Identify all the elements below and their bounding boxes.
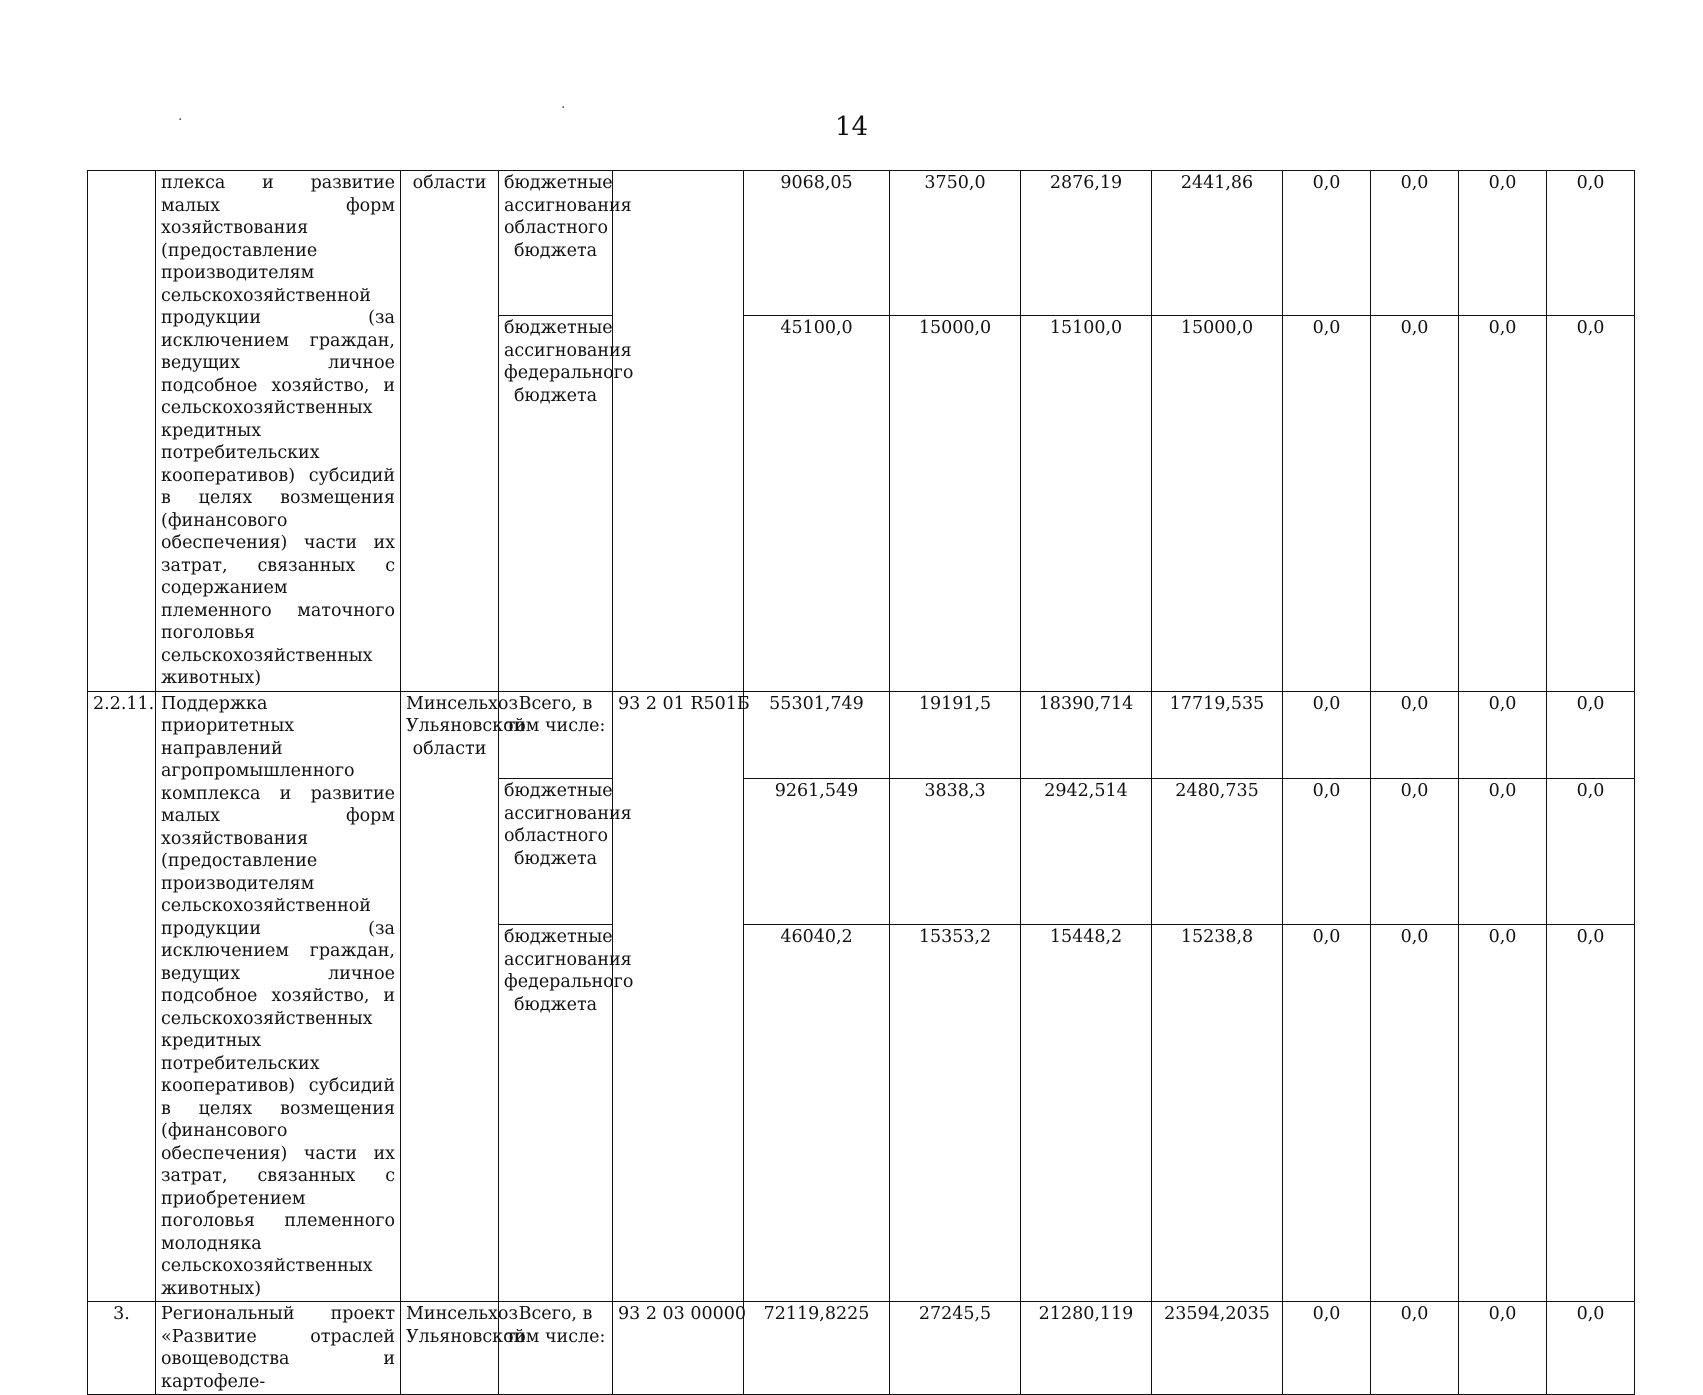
amount-year: 0,0 bbox=[1371, 925, 1459, 1302]
amount-year: 0,0 bbox=[1283, 316, 1371, 691]
amount-year: 3838,3 bbox=[890, 779, 1021, 925]
amount-year: 0,0 bbox=[1371, 691, 1459, 779]
amount-year: 0,0 bbox=[1459, 691, 1547, 779]
amount-year: 0,0 bbox=[1459, 171, 1547, 316]
funding-source: бюджетные ассигнования областного бюджета bbox=[499, 171, 613, 316]
amount-year: 0,0 bbox=[1371, 171, 1459, 316]
page-number: 14 bbox=[834, 112, 869, 142]
funding-source: Всего, в том числе: bbox=[499, 1302, 613, 1395]
amount-year: 0,0 bbox=[1371, 779, 1459, 925]
scan-speck: · bbox=[178, 112, 183, 128]
amount-year: 0,0 bbox=[1371, 1302, 1459, 1395]
amount-year: 0,0 bbox=[1547, 1302, 1635, 1395]
funding-source: Всего, в том числе: bbox=[499, 691, 613, 779]
amount-total: 9261,549 bbox=[744, 779, 890, 925]
amount-year: 15100,0 bbox=[1021, 316, 1152, 691]
amount-year: 15238,8 bbox=[1152, 925, 1283, 1302]
amount-year: 0,0 bbox=[1459, 925, 1547, 1302]
amount-year: 18390,714 bbox=[1021, 691, 1152, 779]
budget-code: 93 2 01 R501Б bbox=[613, 691, 744, 1302]
measure-description: Региональный проект «Развитие отраслей овощеводства и картофеле- bbox=[156, 1302, 401, 1395]
amount-year: 2942,514 bbox=[1021, 779, 1152, 925]
amount-year: 0,0 bbox=[1459, 316, 1547, 691]
amount-year: 0,0 bbox=[1283, 1302, 1371, 1395]
table-row bbox=[88, 691, 1635, 779]
amount-year: 19191,5 bbox=[890, 691, 1021, 779]
amount-year: 0,0 bbox=[1283, 779, 1371, 925]
funding-source: бюджетные ассигнования федерального бюджета bbox=[499, 316, 613, 691]
measure-description: плекса и развитие малых форм хозяйствования (предоставление производителям сельскохозяйственной продукции (за исключением граждан, ведущих личное подсобное хозяйство, и сельскохозяйственных кредитных потребительских кооперативов) субсидий в целях возмещения (финансового обеспечения) части их затрат, связанных с содержанием племенного маточного поголовья сельскохозяйственных животных) bbox=[156, 171, 401, 692]
amount-year: 0,0 bbox=[1283, 691, 1371, 779]
budget-code bbox=[613, 171, 744, 692]
measure-description: Поддержка приоритетных направлений агропромышленного комплекса и развитие малых форм хозяйствования (предоставление производителям сельскохозяйственной продукции (за исключением граждан, ведущих личное подсобное хозяйство, и сельскохозяйственных кредитных потребительских кооперативов) субсидий в целях возмещения (финансового обеспечения) части их затрат, связанных с приобретением поголовья племенного молодняка сельскохозяйственных животных) bbox=[156, 691, 401, 1302]
amount-year: 0,0 bbox=[1371, 316, 1459, 691]
amount-total: 45100,0 bbox=[744, 316, 890, 691]
amount-year: 0,0 bbox=[1547, 925, 1635, 1302]
amount-year: 15000,0 bbox=[1152, 316, 1283, 691]
amount-year: 0,0 bbox=[1283, 925, 1371, 1302]
responsible-executor: Минсельхоз Ульяновской bbox=[401, 1302, 499, 1395]
responsible-executor: области bbox=[401, 171, 499, 692]
row-index bbox=[88, 171, 156, 692]
amount-year: 3750,0 bbox=[890, 171, 1021, 316]
amount-year: 23594,2035 bbox=[1152, 1302, 1283, 1395]
amount-year: 17719,535 bbox=[1152, 691, 1283, 779]
amount-total: 9068,05 bbox=[744, 171, 890, 316]
amount-year: 0,0 bbox=[1459, 779, 1547, 925]
amount-year: 15000,0 bbox=[890, 316, 1021, 691]
amount-year: 0,0 bbox=[1283, 171, 1371, 316]
amount-total: 72119,8225 bbox=[744, 1302, 890, 1395]
amount-year: 2480,735 bbox=[1152, 779, 1283, 925]
amount-year: 0,0 bbox=[1459, 1302, 1547, 1395]
amount-year: 0,0 bbox=[1547, 171, 1635, 316]
amount-total: 46040,2 bbox=[744, 925, 890, 1302]
budget-code: 93 2 03 00000 bbox=[613, 1302, 744, 1395]
budget-table bbox=[87, 170, 1635, 1395]
amount-year: 27245,5 bbox=[890, 1302, 1021, 1395]
amount-total: 55301,749 bbox=[744, 691, 890, 779]
responsible-executor: Минсельхоз Ульяновской области bbox=[401, 691, 499, 1302]
funding-source: бюджетные ассигнования областного бюджета bbox=[499, 779, 613, 925]
amount-year: 21280,119 bbox=[1021, 1302, 1152, 1395]
scan-speck: · bbox=[561, 100, 566, 116]
amount-year: 15353,2 bbox=[890, 925, 1021, 1302]
amount-year: 15448,2 bbox=[1021, 925, 1152, 1302]
amount-year: 0,0 bbox=[1547, 316, 1635, 691]
table-row bbox=[88, 1302, 1635, 1395]
amount-year: 0,0 bbox=[1547, 691, 1635, 779]
row-index: 2.2.11. bbox=[88, 691, 156, 1302]
funding-source: бюджетные ассигнования федерального бюджета bbox=[499, 925, 613, 1302]
amount-year: 2876,19 bbox=[1021, 171, 1152, 316]
amount-year: 2441,86 bbox=[1152, 171, 1283, 316]
row-index: 3. bbox=[88, 1302, 156, 1395]
amount-year: 0,0 bbox=[1547, 779, 1635, 925]
table-row bbox=[88, 171, 1635, 316]
